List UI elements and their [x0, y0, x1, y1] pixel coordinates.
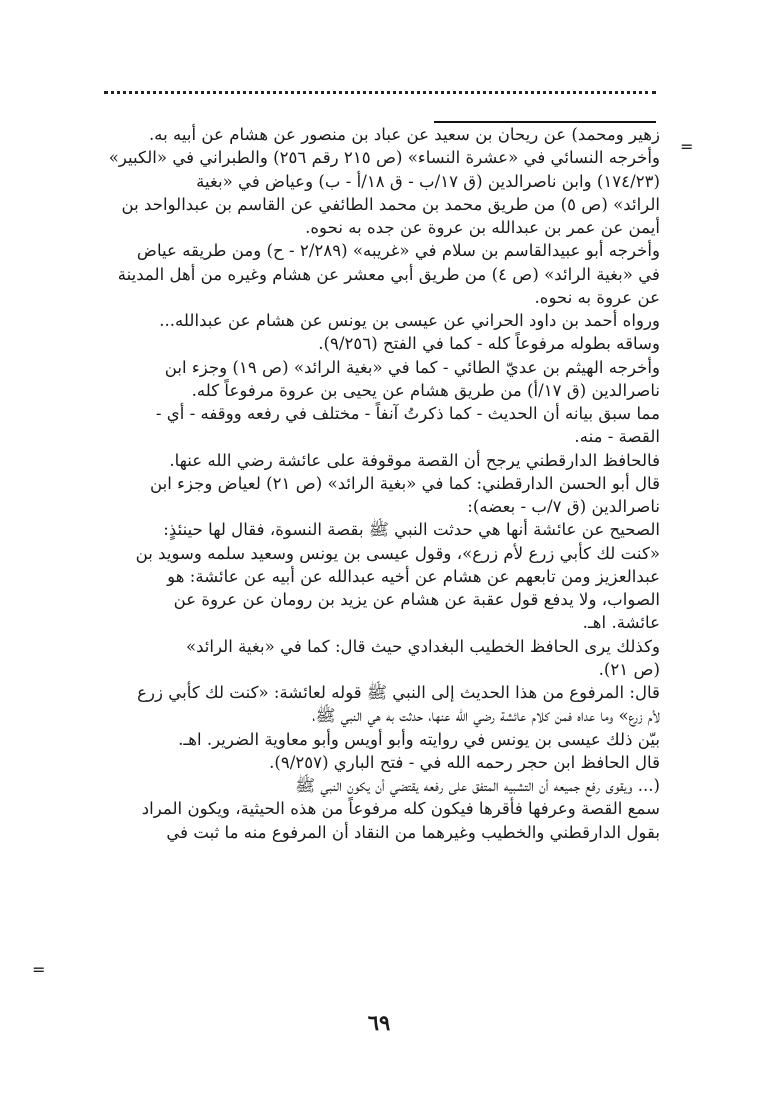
page-number: ٦٩ [367, 1010, 391, 1035]
header-dotted-rule [104, 91, 656, 94]
text-line: وأخرجه الهيثم بن عديّ الطائي - كما في «بغية الرائد» (ص ١٩) وجزء ابن [164, 357, 660, 377]
text-line: قال: المرفوع من هذا الحديث إلى النبي ﷺ قوله لعائشة: «كنت لك كأبي زرع [137, 683, 660, 702]
text-line: (١٧٤/٢٣) وابن ناصرالدين (ق ١٧/ب - ق ١٨/أ - ب) وعياض في «بغية [196, 171, 660, 191]
text-line: قال الحافظ ابن حجر رحمه الله في - فتح الباري (٩/٢٥٧). [269, 752, 660, 772]
text-line: في «بغية الرائد» (ص ٤) من طريق أبي معشر عن هشام وغيره من أهل المدينة [117, 264, 660, 284]
text-line: الصحيح عن عائشة أنها هي حدثت النبي ﷺ بقصة النسوة، فقال لها حينئذٍ: [163, 520, 660, 540]
text-line: أيمن عن عمر بن عبدالله بن عروة عن جده به نحوه. [305, 218, 660, 237]
text-line: الصواب، ولا يدفع قول عقبة عن هشام عن يزيد بن رومان عن عروة عن [173, 590, 660, 609]
text-line: عن عروة به نحوه. [534, 287, 660, 307]
text-line: زهير ومحمد) عن ريحان بن سعيد عن عباد بن منصور عن هشام عن أبيه به. [148, 125, 660, 144]
text-line: ورواه أحمد بن داود الحراني عن عيسى بن يونس عن هشام عن عبدالله... [159, 311, 660, 330]
text-line: «كنت لك كأبي زرع لأم زرع»، وقول عيسى بن يونس وسعيد سلمه وسويد بن [135, 543, 660, 563]
text-line: (ص ٢١). [598, 659, 660, 679]
text-line: بقول الدارقطني والخطيب وغيرهما من النقاد أن المرفوع منه ما ثبت في [166, 822, 660, 842]
text-line: ناصرالدين (ق ١٧/أ) من طريق هشام عن يحيى بن عروة مرفوعاً كله. [191, 380, 660, 400]
text-line: القصة - منه. [574, 427, 660, 447]
text-line: وكذلك يرى الحافظ الخطيب البغدادي حيث قال: كما في «بغية الرائد» [185, 636, 660, 656]
footnote-text [98, 123, 660, 844]
text-line: عائشة. اهـ. [582, 613, 660, 633]
continuation-mark-top: = [680, 137, 694, 156]
text-line: عبدالعزيز ومن تابعهم عن هشام عن أخيه عبدالله عن أبيه عن عائشة: هو [167, 566, 660, 586]
text-line: فالحافظ الدارقطني يرجح أن القصة موقوفة على عائشة رضي الله عنها. [169, 450, 660, 470]
text-line: سمع القصة وعرفها فأقرها فيكون كله مرفوعاً من هذه الحيثية، ويكون المراد [141, 799, 660, 819]
text-line: قال أبو الحسن الدارقطني: كما في «بغية الرائد» (ص ٢١) لعياض وجزء ابن [150, 473, 660, 493]
text-line: وأخرجه النسائي في «عشرة النساء» (ص ٢١٥ رقم ٢٥٦) والطبراني في «الكبير» [108, 148, 660, 168]
continuation-mark-bottom: = [32, 960, 46, 979]
text-line: وأخرجه أبو عبيدالقاسم بن سلام في «غريبه» (٢/٢٨٩ - ح) ومن طريقه عياض [136, 241, 660, 261]
text-line: مما سبق بيانه أن الحديث - كما ذكرتُ آنفاً - مختلف في رفعه ووقفه - أي - [155, 404, 660, 423]
text-line: (... ويقوى رفع جميعه أن التشبيه المتفق على رفعه يقتضي أن يكون النبي ﷺ [295, 776, 660, 795]
text-line: وساقه بطوله مرفوعاً كله - كما في الفتح (٩/٢٥٦). [318, 334, 660, 354]
text-line: بيّن ذلك عيسى بن يونس في روايته وأبو أويس وأبو معاوية الضرير. اهـ. [178, 729, 660, 749]
text-line: ناصرالدين (ق ٧/ب - بعضه): [467, 497, 660, 516]
text-line: لأم زرع» وما عداه فمن كلام عائشة رضي الله عنها، حدثت به هي النبي ﷺ، [312, 706, 660, 726]
text-line: الرائد» (ص ٥) من طريق محمد بن محمد الطائفي عن القاسم بن عبدالواحد بن [121, 194, 660, 214]
